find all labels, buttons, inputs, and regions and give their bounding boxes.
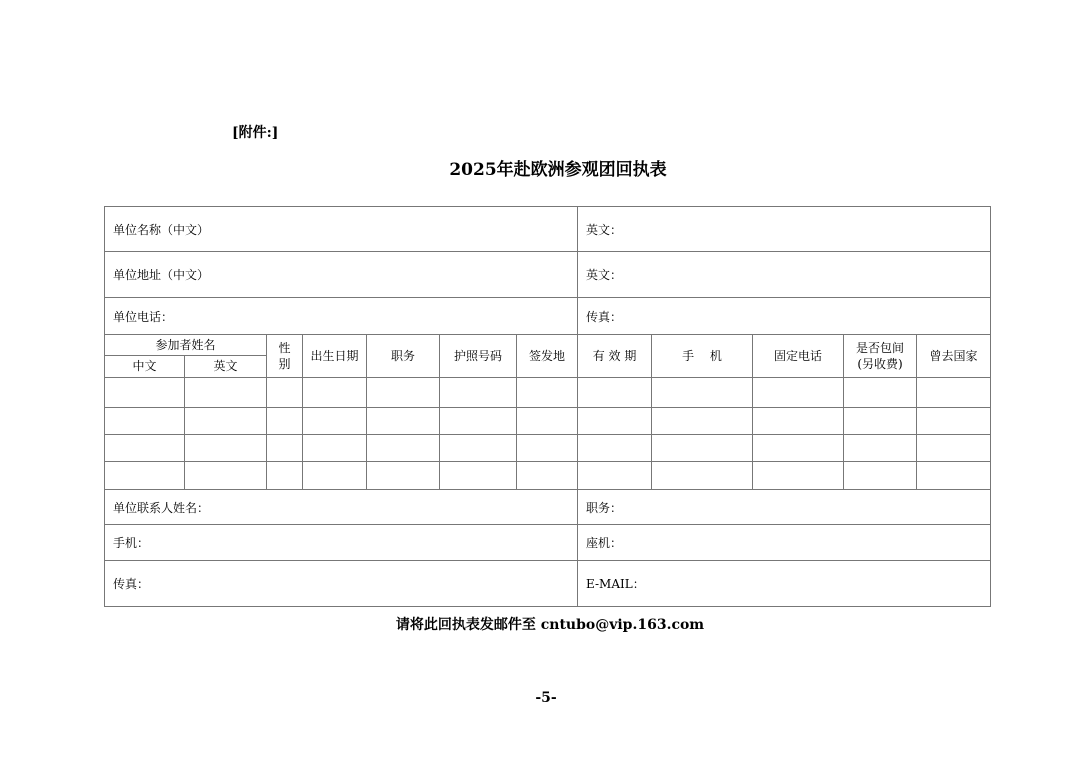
table-row: [105, 378, 991, 408]
contact-name-field[interactable]: 单位联系人姓名：: [105, 490, 578, 525]
contact-position-field[interactable]: 职务：: [578, 490, 991, 525]
table-row: [105, 408, 991, 435]
contact-mobile-field[interactable]: 手机：: [105, 525, 578, 561]
header-name-cn: 中文: [105, 356, 185, 378]
org-phone-field[interactable]: 单位电话：: [105, 298, 578, 335]
org-address-en-field[interactable]: 英文：: [578, 252, 991, 298]
reply-form-table: [104, 206, 991, 607]
attachment-label: [附件:]: [232, 125, 279, 141]
header-room: [844, 335, 917, 378]
header-participant-name: 参加者姓名: [105, 335, 267, 356]
table-row: [105, 462, 991, 490]
contact-landline-field[interactable]: 座机：: [578, 525, 991, 561]
page-title: 2025年赴欧洲参观团回执表: [449, 160, 667, 180]
header-room-label: 是否包间: [856, 340, 905, 355]
header-passport: 护照号码: [440, 335, 517, 378]
org-name-en-field[interactable]: 英文：: [578, 207, 991, 252]
contact-email-field[interactable]: E-MAIL：: [578, 561, 991, 607]
header-birth-date: 出生日期: [303, 335, 367, 378]
org-fax-field[interactable]: 传真：: [578, 298, 991, 335]
page-number: -5-: [535, 690, 557, 706]
contact-fax-field[interactable]: 传真：: [105, 561, 578, 607]
header-position: 职务: [367, 335, 440, 378]
table-row: [105, 435, 991, 462]
header-validity: 有 效 期: [578, 335, 652, 378]
header-room-note: (另收费): [857, 357, 903, 371]
org-address-cn-field[interactable]: 单位地址（中文）: [105, 252, 578, 298]
header-gender: 性别: [267, 335, 303, 378]
header-name-en: 英文: [185, 356, 267, 378]
header-landline: 固定电话: [753, 335, 844, 378]
header-issue-place: 签发地: [517, 335, 578, 378]
org-name-cn-field[interactable]: 单位名称（中文）: [105, 207, 578, 252]
submission-note: 请将此回执表发邮件至 cntubo@vip.163.com: [395, 617, 705, 633]
header-countries: 曾去国家: [917, 335, 991, 378]
header-mobile: 手 机: [652, 335, 753, 378]
